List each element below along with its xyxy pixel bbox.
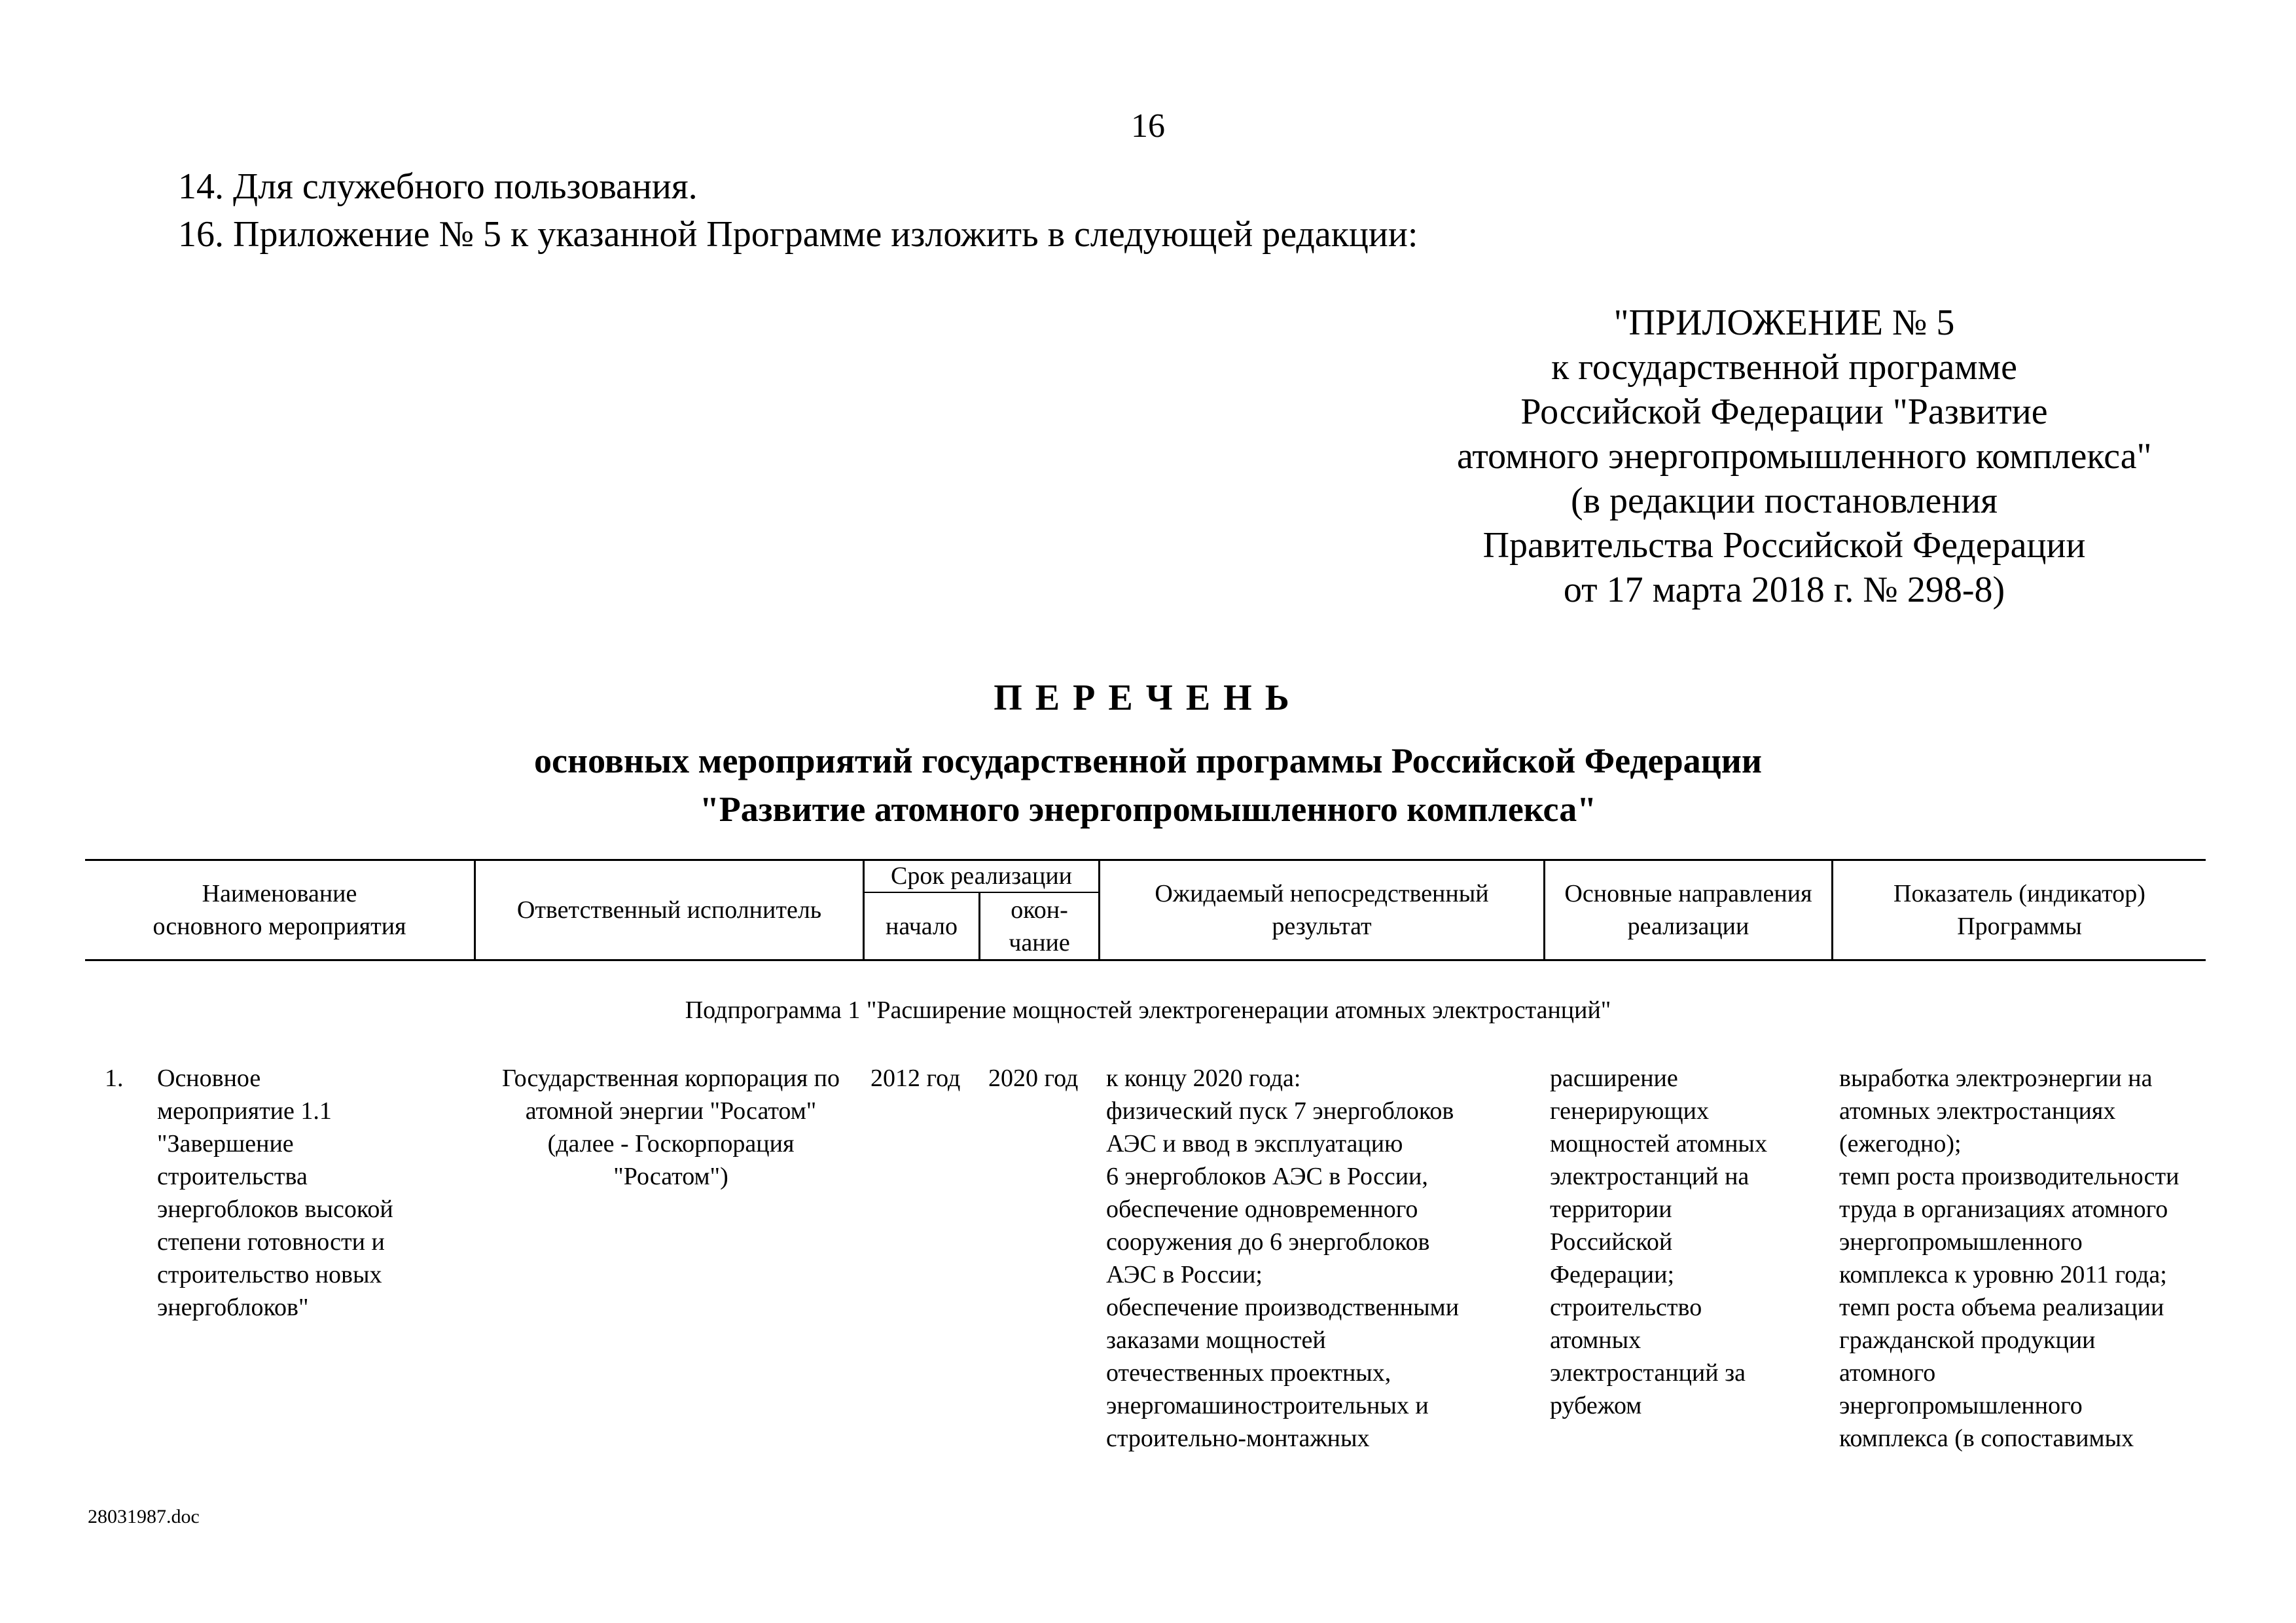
row-directions-line: атомных xyxy=(1550,1326,1641,1354)
row-result-line: 6 энергоблоков АЭС в России, xyxy=(1106,1163,1428,1190)
row-directions xyxy=(1550,1062,1767,1422)
row-name-line: строительства xyxy=(157,1163,308,1190)
row-indicator-line: комплекса (в сопоставимых xyxy=(1839,1425,2134,1452)
header-result-line: Ожидаемый непосредственный xyxy=(1155,880,1489,907)
row-directions-line: мощностей атомных xyxy=(1550,1130,1767,1158)
row-indicator-line: темп роста производительности xyxy=(1839,1163,2179,1190)
paragraph-16: 16. Приложение № 5 к указанной Программе изложить в следующей редакции: xyxy=(178,214,1418,255)
row-name-line: строительство новых xyxy=(157,1261,382,1288)
row-executor xyxy=(478,1062,864,1193)
row-result-line: обеспечение одновременного xyxy=(1106,1195,1418,1223)
row-name-line: "Завершение xyxy=(157,1130,294,1158)
row-executor-line: Государственная корпорация по xyxy=(501,1065,840,1092)
header-indicator-line: Показатель (индикатор) xyxy=(1893,880,2145,907)
row-indicator-line: труда в организациях атомного xyxy=(1839,1195,2168,1223)
header-directions xyxy=(1545,861,1831,959)
row-result-line: заказами мощностей xyxy=(1106,1326,1326,1354)
row-executor-line: атомной энергии "Росатом" xyxy=(525,1097,817,1125)
row-name-line: Основное xyxy=(157,1065,261,1092)
row-directions-line: электростанций за xyxy=(1550,1359,1746,1387)
header-period xyxy=(865,860,1098,892)
header-period-text: Срок реализации xyxy=(890,862,1073,890)
header-name-line: основного мероприятия xyxy=(152,913,406,940)
header-indicator-line: Программы xyxy=(1957,913,2082,940)
row-result-line: АЭС и ввод в эксплуатацию xyxy=(1106,1130,1403,1158)
row-result-line: физический пуск 7 энергоблоков xyxy=(1106,1097,1454,1125)
header-start xyxy=(865,893,978,959)
appendix-line: от 17 марта 2018 г. № 298-8) xyxy=(1563,570,2005,610)
subtitle-line: "Развитие атомного энергопромышленного комплекса" xyxy=(699,790,1597,829)
header-executor-text: Ответственный исполнитель xyxy=(516,896,822,924)
row-end: 2020 год xyxy=(988,1065,1079,1092)
appendix-header xyxy=(1457,301,2152,612)
header-end xyxy=(980,893,1098,959)
row-directions-line: строительство xyxy=(1550,1294,1702,1321)
subtitle-line: основных мероприятий государственной программы Российской Федерации xyxy=(533,741,1763,780)
row-indicator-line: атомного xyxy=(1839,1359,1936,1387)
row-result-line: сооружения до 6 энергоблоков xyxy=(1106,1228,1430,1256)
row-indicator xyxy=(1839,1062,2179,1455)
row-directions-line: генерирующих xyxy=(1550,1097,1709,1125)
table-header-bottom-rule xyxy=(85,959,2206,961)
row-indicator-line: атомных электростанциях xyxy=(1839,1097,2116,1125)
row-name-line: мероприятие 1.1 xyxy=(157,1097,332,1125)
header-result-line: результат xyxy=(1272,913,1372,940)
row-result-line: строительно-монтажных xyxy=(1106,1425,1370,1452)
header-indicator xyxy=(1833,861,2206,959)
row-indicator-line: темп роста объема реализации xyxy=(1839,1294,2164,1321)
row-directions-line: территории xyxy=(1550,1195,1672,1223)
document-title: ПЕРЕЧЕНЬ xyxy=(994,678,1302,718)
appendix-line: к государственной программе xyxy=(1551,347,2017,388)
header-name xyxy=(85,861,474,959)
header-end-line: чание xyxy=(1009,928,1070,957)
header-result xyxy=(1100,861,1543,959)
appendix-line: атомного энергопромышленного комплекса" xyxy=(1457,436,2152,477)
appendix-line: Правительства Российской Федерации xyxy=(1482,525,2086,566)
appendix-line: Российской Федерации "Развитие xyxy=(1520,392,2048,432)
row-indicator-line: комплекса к уровню 2011 года; xyxy=(1839,1261,2167,1288)
row-name-line: энергоблоков" xyxy=(157,1294,309,1321)
row-indicator-line: гражданской продукции xyxy=(1839,1326,2096,1354)
row-name xyxy=(157,1062,393,1324)
appendix-line: "ПРИЛОЖЕНИЕ № 5 xyxy=(1613,302,1955,343)
row-directions-line: Российской xyxy=(1550,1228,1673,1256)
header-executor xyxy=(476,861,863,959)
header-start-text: начало xyxy=(886,912,958,940)
row-indicator-line: (ежегодно); xyxy=(1839,1130,1962,1158)
header-directions-line: Основные направления xyxy=(1564,880,1812,907)
row-executor-line: (далее - Госкорпорация xyxy=(547,1130,795,1158)
document-subtitle xyxy=(0,737,2296,833)
header-end-line: окон- xyxy=(1011,896,1068,924)
row-name-line: степени готовности и xyxy=(157,1228,385,1256)
document-filename: 28031987.doc xyxy=(88,1506,200,1527)
subprogram-title: Подпрограмма 1 "Расширение мощностей электрогенерации атомных электростанций" xyxy=(685,996,1611,1024)
row-directions-line: расширение xyxy=(1550,1065,1678,1092)
row-directions-line: электростанций на xyxy=(1550,1163,1749,1190)
paragraph-14: 14. Для служебного пользования. xyxy=(178,166,698,207)
row-indicator-line: выработка электроэнергии на xyxy=(1839,1065,2153,1092)
row-executor-line: "Росатом") xyxy=(613,1163,728,1190)
row-directions-line: рубежом xyxy=(1550,1392,1642,1419)
row-indicator-line: энергопромышленного xyxy=(1839,1228,2083,1256)
row-result-line: отечественных проектных, xyxy=(1106,1359,1391,1387)
row-indicator-line: энергопромышленного xyxy=(1839,1392,2083,1419)
row-result-line: энергомашиностроительных и xyxy=(1106,1392,1429,1419)
row-result-line: обеспечение производственными xyxy=(1106,1294,1460,1321)
page-number: 16 xyxy=(1131,107,1165,145)
row-number: 1. xyxy=(105,1065,124,1092)
appendix-line: (в редакции постановления xyxy=(1570,481,1998,521)
header-name-line: Наименование xyxy=(202,880,357,907)
row-directions-line: Федерации; xyxy=(1550,1261,1675,1288)
row-result-line: АЭС в России; xyxy=(1106,1261,1263,1288)
row-start: 2012 год xyxy=(870,1065,961,1092)
header-directions-line: реализации xyxy=(1627,913,1749,940)
row-name-line: энергоблоков высокой xyxy=(157,1195,393,1223)
row-result-line: к концу 2020 года: xyxy=(1106,1065,1301,1092)
row-result xyxy=(1106,1062,1459,1455)
